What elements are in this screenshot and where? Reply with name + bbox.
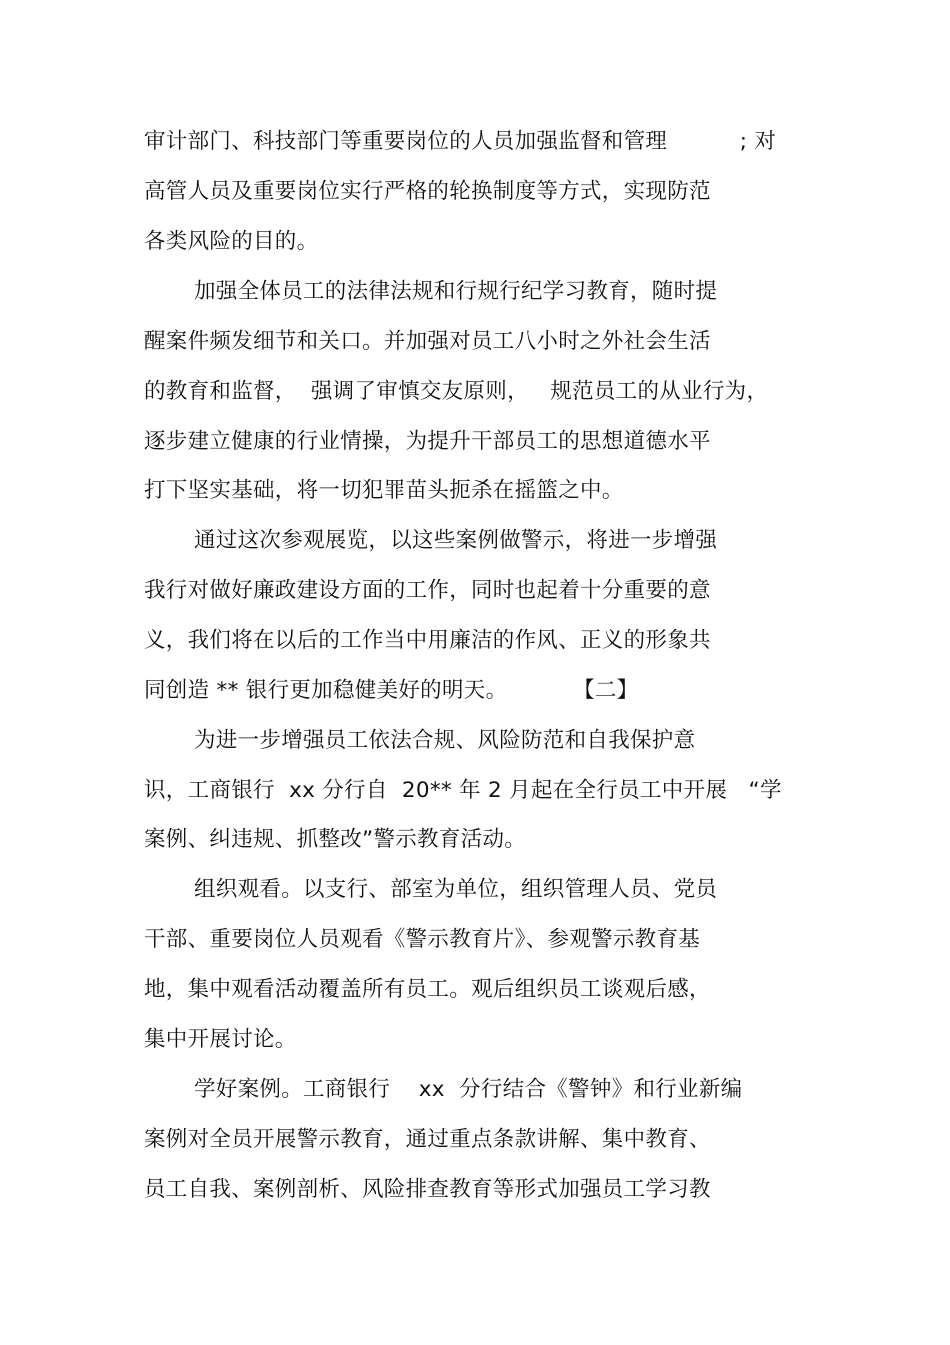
text-line: 各类风险的目的。 xyxy=(144,229,319,254)
text-line: 同创造 ** 银行更加稳健美好的明天。 【二】 xyxy=(144,678,639,703)
text-line: 干部、重要岗位人员观看《警示教育片》、参观警示教育基 xyxy=(144,927,701,952)
text-line: 逐步建立健康的行业情操，为提升干部员工的思想道德水平 xyxy=(144,429,711,454)
text-line: 集中开展讨论。 xyxy=(144,1027,297,1052)
text-line: 义，我们将在以后的工作当中用廉洁的作风、正义的形象共 xyxy=(144,628,711,653)
text-line: 打下坚实基础，将一切犯罪苗头扼杀在摇篮之中。 xyxy=(144,478,624,503)
text-line: 地，集中观看活动覆盖所有员工。观后组织员工谈观后感， xyxy=(144,977,711,1002)
paragraph-start: 通过这次参观展览，以这些案例做警示，将进一步增强 xyxy=(194,528,718,553)
paragraph-start: 学好案例。工商银行 xx 分行结合《警钟》和行业新编 xyxy=(194,1077,743,1102)
text-line: 的教育和监督， 强调了审慎交友原则， 规范员工的从业行为， xyxy=(144,379,769,404)
paragraph-start: 加强全体员工的法律法规和行规行纪学习教育，随时提 xyxy=(194,279,718,304)
text-line: 识，工商银行 xx 分行自 20** 年 2 月起在全行员工中开展 “学 xyxy=(144,778,782,803)
paragraph-start: 组织观看。以支行、部室为单位，组织管理人员、党员 xyxy=(194,877,718,902)
text-line: 高管人员及重要岗位实行严格的轮换制度等方式，实现防范 xyxy=(144,179,711,204)
paragraph-start: 为进一步增强员工依法合规、风险防范和自我保护意 xyxy=(194,728,696,753)
text-line: 审计部门、科技部门等重要岗位的人员加强监督和管理 ; 对 xyxy=(144,129,777,154)
text-line: 案例对全员开展警示教育，通过重点条款讲解、集中教育、 xyxy=(144,1127,711,1152)
text-line: 我行对做好廉政建设方面的工作，同时也起着十分重要的意 xyxy=(144,578,711,603)
text-line: 员工自我、案例剖析、风险排查教育等形式加强员工学习教 xyxy=(144,1177,711,1202)
text-line: 案例、纠违规、抓整改”警示教育活动。 xyxy=(144,827,527,852)
text-line: 醒案件频发细节和关口。并加强对员工八小时之外社会生活 xyxy=(144,329,711,354)
